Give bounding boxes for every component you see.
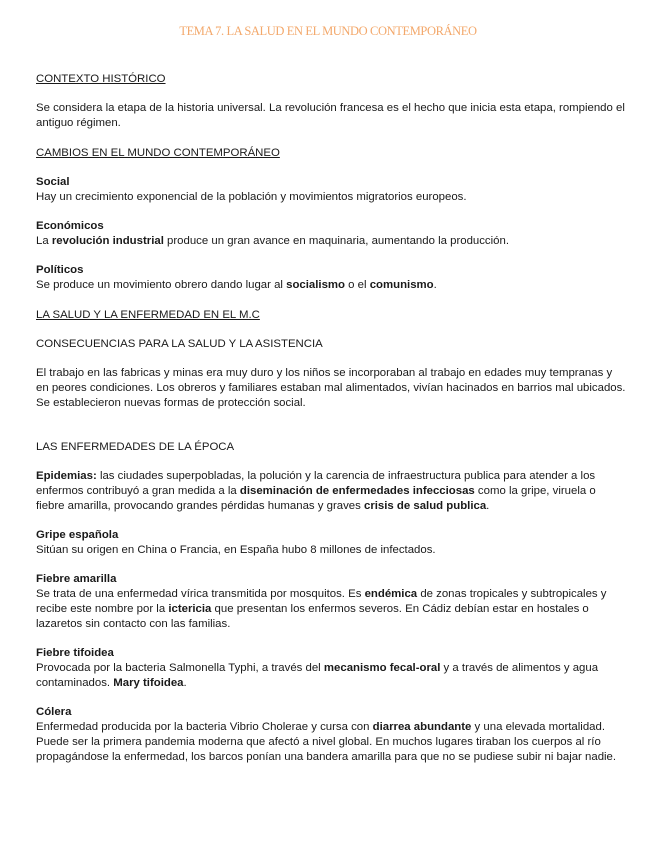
subheading-social: Social xyxy=(36,176,70,188)
heading-consecuencias: CONSECUENCIAS PARA LA SALUD Y LA ASISTENCIA xyxy=(36,338,323,350)
colera-text-part: y una elevada mortalidad. Puede ser la primera pandemia moderna que afectó a nivel global. En muchos lugares tiraban los cuerpos al río propagándose la enfermedad, los barcos ponían una bandera amarilla para que no se pudiese subir ni bajar nadie. xyxy=(36,721,617,763)
bold-term: crisis de salud publica xyxy=(363,500,487,512)
bold-term: revolución industrial xyxy=(51,235,164,247)
bold-term: Epidemias: xyxy=(36,470,97,482)
fiebre-amarilla-text xyxy=(36,587,626,632)
section-heading-cambios: CAMBIOS EN EL MUNDO CONTEMPORÁNEO xyxy=(36,147,280,159)
consecuencias-text: El trabajo en las fabricas y minas era muy duro y los niños se incorporaban al trabajo en edades muy tempranas y en peores condiciones. Los obreros y familiares estaban mal alimentados, vivían hacinados en barrios mal ubicados. Se establecieron nuevas formas de protección social. xyxy=(36,367,626,409)
heading-enfermedades: LAS ENFERMEDADES DE LA ÉPOCA xyxy=(36,441,235,453)
fiebre-tifoidea-text-part: y a través de alimentos y agua contaminados. xyxy=(36,662,599,689)
bold-term: diarrea abundante xyxy=(372,721,472,733)
section-heading-salud: LA SALUD Y LA ENFERMEDAD EN EL M.C xyxy=(36,309,260,321)
politicos-text-part: . xyxy=(433,279,437,291)
subheading-politicos: Políticos xyxy=(36,264,84,276)
subheading-colera: Cólera xyxy=(36,706,72,718)
fiebre-amarilla-text-part: Se trata de una enfermedad vírica transmitida por mosquitos. Es xyxy=(36,588,365,600)
economicos-text-part: produce un gran avance en maquinaria, aumentando la producción. xyxy=(163,235,509,247)
social-text: Hay un crecimiento exponencial de la población y movimientos migratorios europeos. xyxy=(36,191,467,203)
bold-term: mecanismo fecal-oral xyxy=(323,662,441,674)
bold-term: endémica xyxy=(364,588,418,600)
subheading-fiebre-tifoidea: Fiebre tifoidea xyxy=(36,647,114,659)
document-title: TEMA 7. LA SALUD EN EL MUNDO CONTEMPORÁNEO xyxy=(179,24,477,38)
politicos-text-part: Se produce un movimiento obrero dando lugar al xyxy=(36,279,287,291)
gripe-text: Sitúan su origen en China o Francia, en España hubo 8 millones de infectados. xyxy=(36,544,436,556)
fiebre-tifoidea-text-part: . xyxy=(183,677,187,689)
epidemias-text-part: las ciudades superpobladas, la polución y la carencia de infraestructura publica para atender a los enfermos contribuyó a gran medida a la xyxy=(36,470,596,497)
fiebre-amarilla-text-part: que presentan los enfermos severos. En Cádiz debían estar en hostales o lazaretos sin contacto con las familias. xyxy=(36,603,589,630)
epidemias-text-part: . xyxy=(486,500,490,512)
colera-text xyxy=(36,720,626,765)
subheading-gripe: Gripe española xyxy=(36,529,119,541)
bold-term: socialismo xyxy=(286,279,346,291)
subheading-fiebre-amarilla: Fiebre amarilla xyxy=(36,573,117,585)
bold-term: comunismo xyxy=(369,279,434,291)
contexto-text: Se considera la etapa de la historia universal. La revolución francesa es el hecho que inicia esta etapa, rompiendo el antiguo régimen. xyxy=(36,102,625,129)
section-heading-contexto: CONTEXTO HISTÓRICO xyxy=(36,73,166,85)
politicos-text-part: o el xyxy=(345,279,370,291)
economicos-text xyxy=(36,234,626,249)
bold-term: Mary tifoidea xyxy=(113,677,184,689)
bold-term: ictericia xyxy=(168,603,212,615)
fiebre-amarilla-text-part: de zonas tropicales y subtropicales y recibe este nombre por la xyxy=(36,588,607,615)
epidemias-text xyxy=(36,469,626,514)
politicos-text xyxy=(36,278,626,293)
bold-term: diseminación de enfermedades infecciosas xyxy=(239,485,475,497)
fiebre-tifoidea-text-part: Provocada por la bacteria Salmonella Typhi, a través del xyxy=(36,662,324,674)
subheading-economicos: Económicos xyxy=(36,220,104,232)
fiebre-tifoidea-text xyxy=(36,661,626,691)
economicos-text-part: La xyxy=(36,235,52,247)
epidemias-text-part: como la gripe, viruela o fiebre amarilla, provocando grandes pérdidas humanas y graves xyxy=(36,485,596,512)
document-body xyxy=(36,72,626,765)
colera-text-part: Enfermedad producida por la bacteria Vibrio Cholerae y cursa con xyxy=(36,721,373,733)
